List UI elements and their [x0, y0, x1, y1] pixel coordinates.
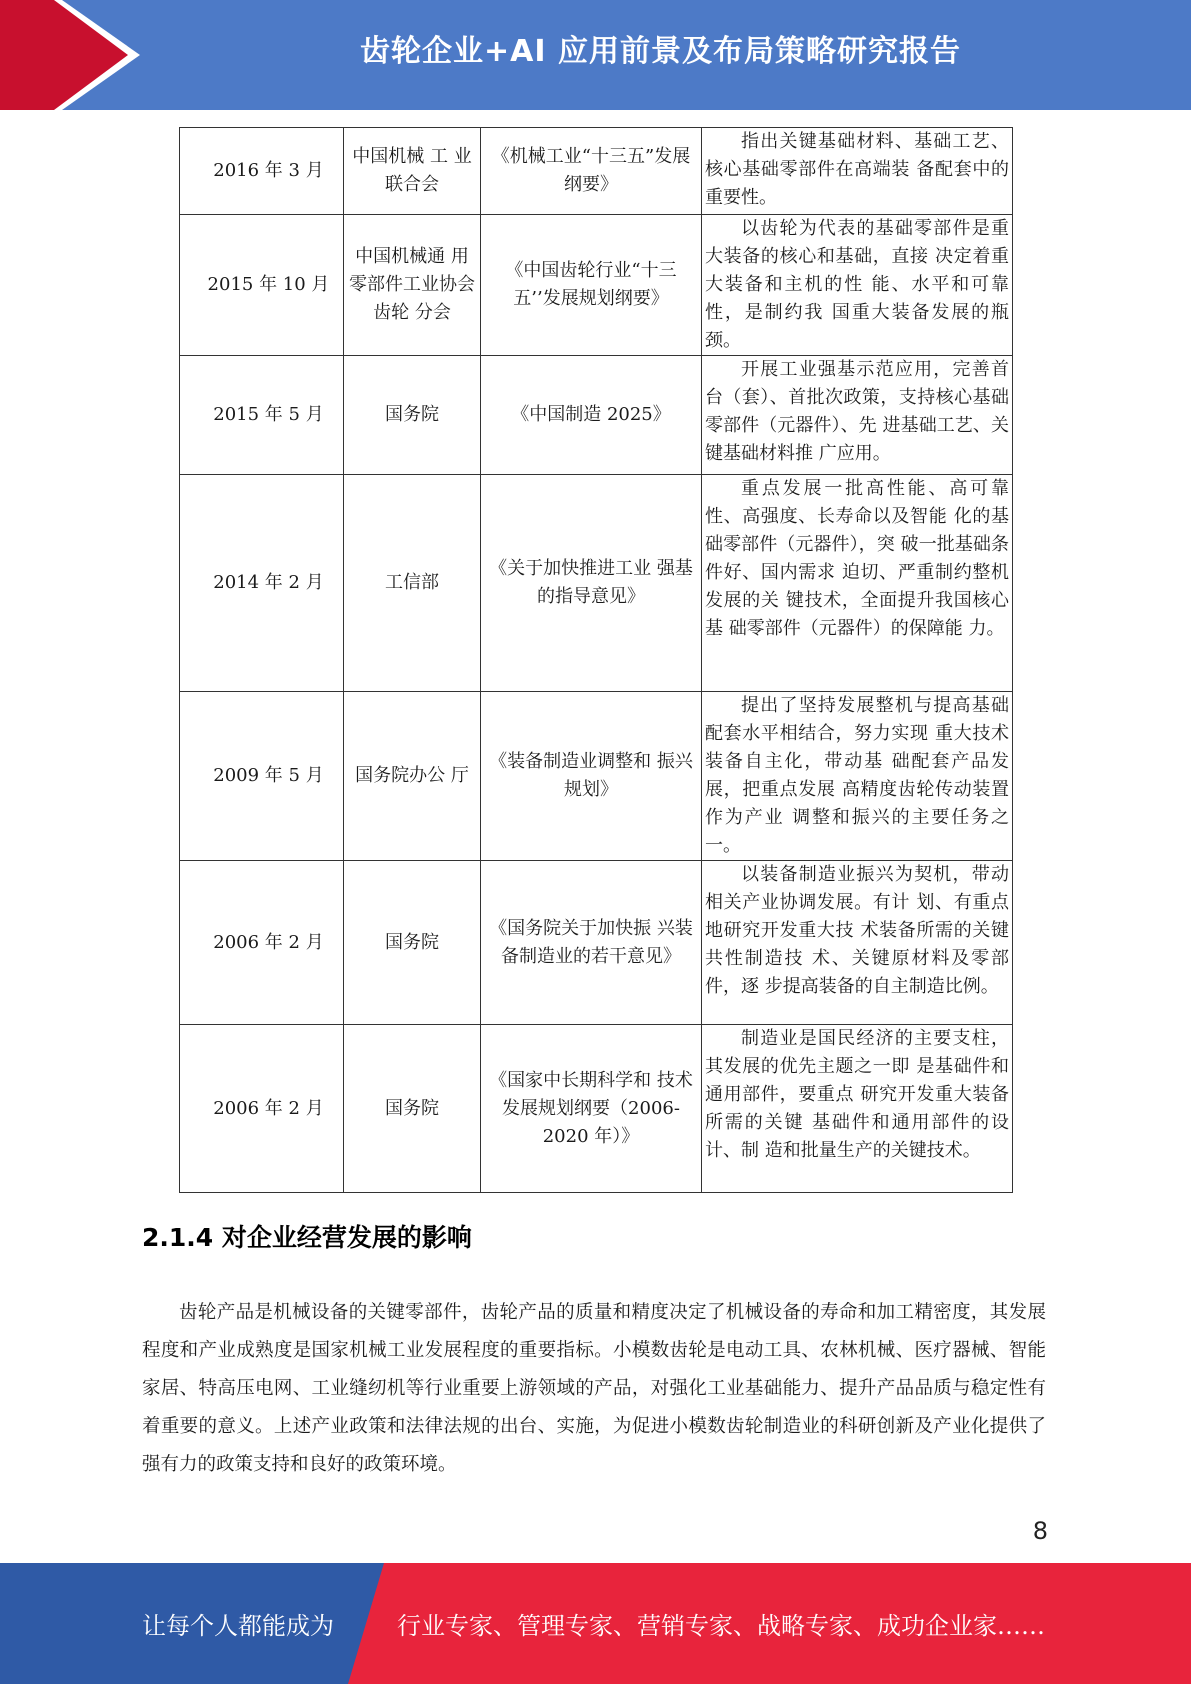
table-row — [180, 861, 1013, 1025]
policy-document: 《中国齿轮行业“十三 五’’发展规划纲要》 — [481, 215, 702, 356]
table-row — [180, 128, 1013, 215]
policy-content — [702, 1025, 1013, 1193]
policy-date: 2006 年 2 月 — [180, 1025, 344, 1193]
policy-content-text: 指出关键基础材料、基础工艺、核心基础零部件在高端装 备配套中的重要性。 — [705, 131, 1009, 208]
footer-slogan-left: 让每个人都能成为 — [142, 1612, 334, 1640]
policy-content — [702, 215, 1013, 356]
section-heading: 2.1.4 对企业经营发展的影响 — [142, 1223, 472, 1252]
table-row — [180, 1025, 1013, 1193]
page-number: 8 — [1032, 1517, 1048, 1545]
table-row — [180, 692, 1013, 861]
policy-issuer: 国务院办公 厅 — [344, 692, 481, 861]
policy-date: 2009 年 5 月 — [180, 692, 344, 861]
policy-document: 《机械工业“十三五”发展纲要》 — [481, 128, 702, 215]
policy-content-text: 以装备制造业振兴为契机，带动相关产业协调发展。有计 划、有重点地研究开发重大技 术装备所需的关键共性制造技 术、关键原材料及零部件，逐 步提高装备的自主制造比例。 — [705, 864, 1009, 997]
policy-date: 2006 年 2 月 — [180, 861, 344, 1025]
table-row — [180, 356, 1013, 475]
footer-slogan-right: 行业专家、管理专家、营销专家、战略专家、成功企业家…… — [397, 1612, 1045, 1640]
policy-content — [702, 128, 1013, 215]
policy-document: 《关于加快推进工业 强基的指导意见》 — [481, 475, 702, 692]
policy-content-text: 制造业是国民经济的主要支柱，其发展的优先主题之一即 是基础件和通用部件，要重点 研究开发重大装备所需的关键 基础件和通用部件的设计、制 造和批量生产的关键技术。 — [705, 1028, 1009, 1161]
policy-document: 《中国制造 2025》 — [481, 356, 702, 475]
policy-date: 2015 年 10 月 — [180, 215, 344, 356]
policy-issuer: 工信部 — [344, 475, 481, 692]
report-title: 齿轮企业+AI 应用前景及布局策略研究报告 — [360, 34, 961, 69]
policy-content-text: 提出了坚持发展整机与提高基础配套水平相结合，努力实现 重大技术装备自主化，带动基 础配套产品发展，把重点发展 高精度齿轮传动装置作为产业 调整和振兴的主要任务之一。 — [705, 695, 1009, 856]
policy-date: 2014 年 2 月 — [180, 475, 344, 692]
header-arrow-icon — [0, 0, 160, 110]
policy-issuer: 国务院 — [344, 861, 481, 1025]
policy-content — [702, 475, 1013, 692]
policy-document: 《国务院关于加快振 兴装备制造业的若干意见》 — [481, 861, 702, 1025]
page-footer — [0, 1563, 1191, 1684]
policy-content — [702, 356, 1013, 475]
table-row — [180, 215, 1013, 356]
page-header — [0, 0, 1191, 110]
policy-date: 2016 年 3 月 — [180, 128, 344, 215]
policy-issuer: 国务院 — [344, 356, 481, 475]
policy-content — [702, 692, 1013, 861]
policy-issuer: 国务院 — [344, 1025, 481, 1193]
policy-content-text: 重点发展一批高性能、高可靠性、高强度、长寿命以及智能 化的基础零部件（元器件），突 破一批基础条件好、国内需求 迫切、严重制约整机发展的关 键技术，全面提升我国核心基 础零部件（元器件）的保障能 力。 — [705, 478, 1009, 639]
policy-document: 《装备制造业调整和 振兴规划》 — [481, 692, 702, 861]
policy-issuer: 中国机械通 用零部件工业协会齿轮 分会 — [344, 215, 481, 356]
policy-content-text: 以齿轮为代表的基础零部件是重大装备的核心和基础，直接 决定着重大装备和主机的性 能、水平和可靠性，是制约我 国重大装备发展的瓶颈。 — [705, 218, 1009, 351]
policy-content — [702, 861, 1013, 1025]
policy-content-text: 开展工业强基示范应用，完善首台（套）、首批次政策，支持核心基础零部件（元器件）、先 进基础工艺、关键基础材料推 广应用。 — [705, 359, 1009, 464]
table-row — [180, 475, 1013, 692]
body-paragraph: 齿轮产品是机械设备的关键零部件，齿轮产品的质量和精度决定了机械设备的寿命和加工精密度，其发展程度和产业成熟度是国家机械工业发展程度的重要指标。小模数齿轮是电动工具、农林机械、医疗器械、智能家居、特高压电网、工业缝纫机等行业重要上游领域的产品，对强化工业基础能力、提升产品品质与稳定性有着重要的意义。上述产业政策和法律法规的出台、实施，为促进小模数齿轮制造业的科研创新及产业化提供了强有力的政策支持和良好的政策环境。 — [142, 1302, 1046, 1475]
policy-table — [179, 127, 1013, 1193]
policy-issuer: 中国机械 工 业联合会 — [344, 128, 481, 215]
policy-date: 2015 年 5 月 — [180, 356, 344, 475]
policy-document: 《国家中长期科学和 技术发展规划纲要（2006-2020 年）》 — [481, 1025, 702, 1193]
